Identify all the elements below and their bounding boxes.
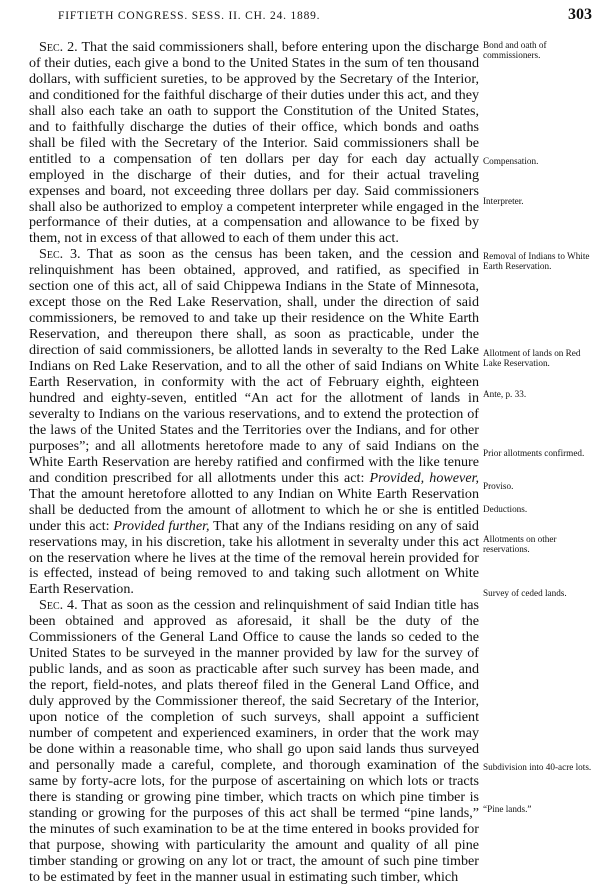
- statute-text: [29, 40, 479, 886]
- section-text: That any of the Indians residing on any of said reservations may, in his discretion, take his allotment in severalty under this act on the reservation where he lives at the time of the removal herein provided for is effected, instead of being removed to and taking such allotment on White Earth Reservation.: [29, 517, 479, 598]
- margin-note: “Pine lands.”: [483, 804, 532, 814]
- page-number: 303: [568, 6, 592, 23]
- margin-note: Prior allotments confirmed.: [483, 448, 585, 458]
- margin-note: Allotment of lands on Red Lake Reservation.: [483, 348, 581, 368]
- section-label: Sec. 2.: [39, 39, 78, 55]
- proviso-phrase: Provided, however,: [369, 469, 480, 486]
- margin-note: Removal of Indians to White Earth Reservation.: [483, 251, 590, 271]
- section-text: That the said commissioners shall, before entering upon the discharge of their duties, each give a bond to the United States in the sum of ten thousand dollars, with sufficient sureties, to be approved by the Secretary of the Interior, and conditioned for the faithful discharge of their duties under this act, and they shall also each take an oath to support the Constitution of the United States, and to faithfully discharge the duties of their office, which bonds and oaths shall be filed with the Secretary of the Interior. Said commissioners shall be entitled to a compensation of ten dollars per day for each day actually employed in the discharge of their duties, and for their actual traveling expenses and board, not exceeding three dollars per day. Said commissioners shall also be authorized to employ a competent interpreter while engaged in the performance of their duties, at a compensation and allowance to be fixed by them, not in excess of that allowed to each of them under this act.: [29, 39, 480, 247]
- margin-note: Allotments on other reservations.: [483, 534, 557, 554]
- page-header: [38, 6, 598, 26]
- section-text: That the amount heretofore allotted to any Indian on White Earth Reservation shall be deducted from the amount of allotment to which he or she is entitled under this act:: [29, 485, 479, 534]
- margin-note: Interpreter.: [483, 196, 524, 206]
- section-label: Sec. 3.: [39, 246, 81, 263]
- margin-note: Bond and oath of commissioners.: [483, 40, 547, 60]
- section-label: Sec. 4.: [39, 597, 78, 614]
- proviso-phrase: Provided further,: [113, 517, 210, 534]
- section-3: [29, 247, 479, 598]
- margin-note: Compensation.: [483, 156, 539, 166]
- section-4: [29, 598, 479, 885]
- margin-note: Deductions.: [483, 504, 528, 514]
- margin-note: Survey of ceded lands.: [483, 588, 567, 598]
- margin-note: Proviso.: [483, 481, 514, 491]
- section-2: [29, 40, 479, 247]
- running-head: FIFTIETH CONGRESS. SESS. II. CH. 24. 1889.: [58, 10, 321, 22]
- section-text: That as soon as the cession and relinquishment of said Indian title has been obtained and approved as aforesaid, it shall be the duty of the Commissioners of the General Land Office to cause the lands so ceded to the United States to be surveyed in the manner provided by law for the survey of public lands, and as soon as practicable after such survey has been made, and the report, field-notes, and plats thereof filed in the General Land Office, and duly approved by the Commissioner thereof, the said Secretary of the Interior, upon notice of the completion of such surveys, shall appoint a sufficient number of competent and experienced examiners, in order that the work may be done within a reasonable time, who shall go upon said lands thus surveyed and personally made a careful, complete, and thorough examination of the same by forty-acre lots, for the purpose of ascertaining on which lots or tracts there is standing or growing pine timber, which tracts on which pine timber is standing or growing for the purposes of this act shall be termed “pine lands,” the minutes of such examination to be at the time entered in books provided for that purpose, showing with particularity the amount and quality of all pine timber standing or growing on any lot or tract, the amount of such pine timber to be estimated by feet in the manner usual in estimating such timber, which: [29, 597, 480, 885]
- section-text: That as soon as the census has been taken, and the cession and relinquishment has been obtained, approved, and ratified, as specified in section one of this act, all of said Chippewa Indians in the State of Minnesota, except those on the Red Lake Reservation, shall, under the direction of said commissioners, be removed to and take up their residence on the White Earth Reservation, and thereupon there shall, as soon as practicable, under the direction of said commissioners, be allotted lands in severalty to the Red Lake Indians on Red Lake Reservation, and to all the other of said Indians on White Earth Reservation, in conformity with the act of February eighth, eighteen hundred and eighty-seven, entitled “An act for the allotment of lands in severalty to Indians on the various reservations, and to extend the protection of the laws of the United States and the Territories over the Indians, and for other purposes”; and all allotments heretofore made to any of said Indians on the White Earth Reservation are hereby ratified and confirmed with the like tenure and condition prescribed for all allotments under this act:: [29, 246, 480, 486]
- margin-note: Ante, p. 33.: [483, 389, 527, 399]
- margin-note: Subdivision into 40-acre lots.: [483, 762, 592, 772]
